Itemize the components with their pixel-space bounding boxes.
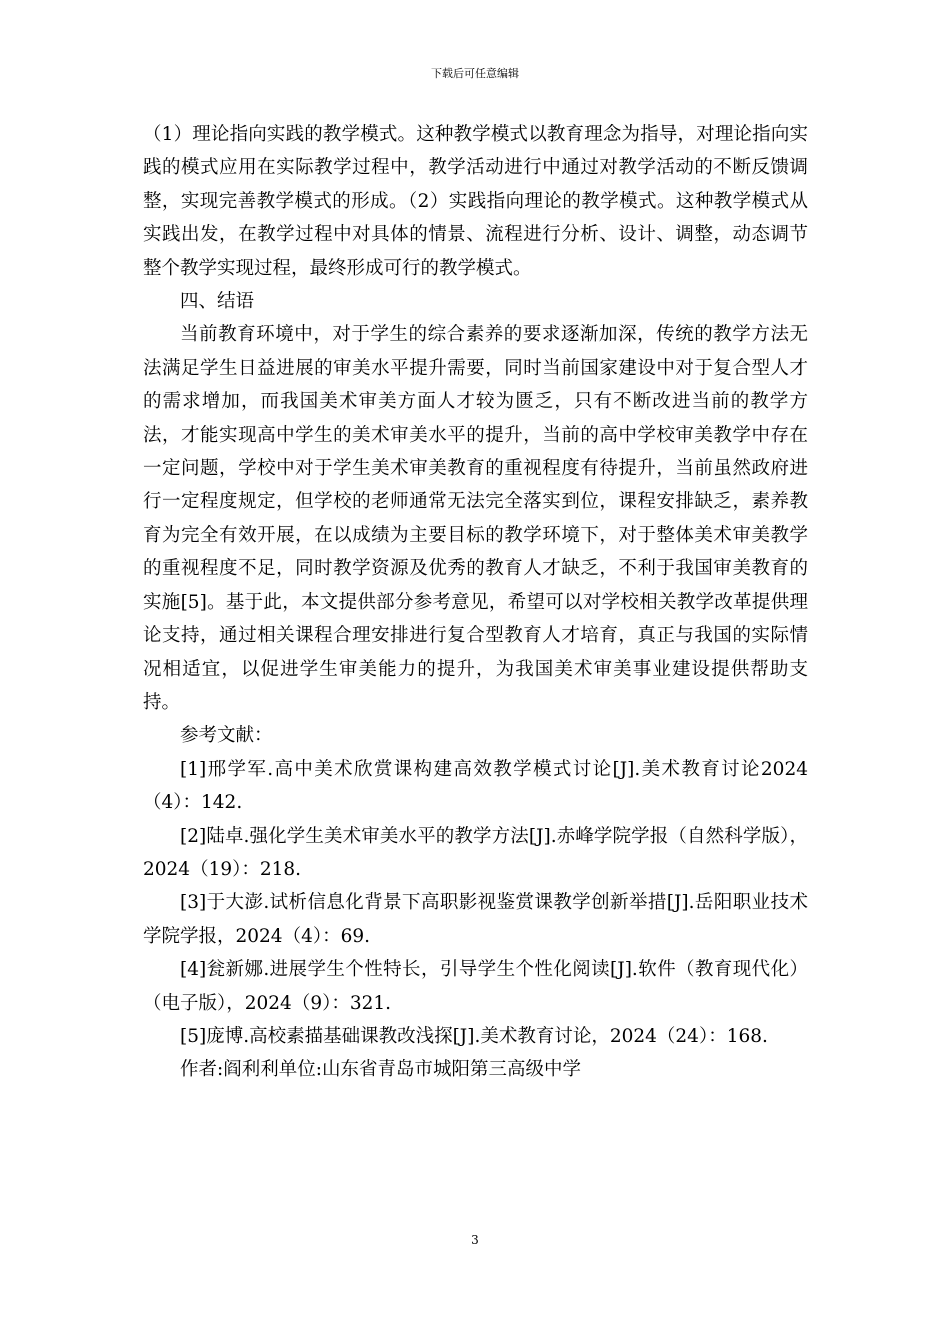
reference-item: [5]庞博.高校素描基础课教改浅探[J].美术教育讨论，2024（24）：168. [180, 1025, 768, 1047]
references-heading: 参考文献： [180, 725, 273, 747]
section-heading-conclusion: 四、结语 [180, 291, 255, 313]
paragraph-conclusion: 当前教育环境中，对于学生的综合素养的要求逐渐加深，传统的教学方法无法满足学生日益进展的审美水平提升需要，同时当前国家建设中对于复合型人才的需求增加，而我国美术审美方面人才较为匮乏，只有不断改进当前的教学方法，才能实现高中学生的美术审美水平的提升，当前的高中学校审美教学中存在一定问题，学校中对于学生美术审美教育的重视程度有待提升，当前虽然政府进行一定程度规定，但学校的老师通常无法完全落实到位，课程安排缺乏，素养教育为完全有效开展，在以成绩为主要目标的教学环境下，对于整体美术审美教学的重视程度不足，同时教学资源及优秀的教育人才缺乏，不利于我国审美教育的实施[5]。基于此，本文提供部分参考意见，希望可以对学校相关教学改革提供理论支持，通过相关课程合理安排进行复合型教育人才培育，真正与我国的实际情况相适宜，以促进学生审美能力的提升，为我国美术审美事业建设提供帮助支持。 [143, 324, 808, 713]
author-affiliation: 作者:阎利利单位:山东省青岛市城阳第三高级中学 [180, 1059, 581, 1081]
reference-item: [2]陆卓.强化学生美术审美水平的教学方法[J].赤峰学院学报（自然科学版），2024（19）：218. [143, 825, 808, 880]
page-header: 下载后可任意编辑 [431, 67, 519, 80]
document-body [143, 118, 808, 1087]
reference-item: [3]于大澎.试析信息化背景下高职影视鉴赏课教学创新举措[J].岳阳职业技术学院学报，2024（4）：69. [143, 892, 808, 947]
paragraph-teaching-modes: （1）理论指向实践的教学模式。这种教学模式以教育理念为指导，对理论指向实践的模式应用在实际教学过程中，教学活动进行中通过对教学活动的不断反馈调整，实现完善教学模式的形成。（2）实践指向理论的教学模式。这种教学模式从实践出发，在教学过程中对具体的情景、流程进行分析、设计、调整，动态调节整个教学实现过程，最终形成可行的教学模式。 [143, 124, 808, 279]
reference-item: [1]邢学军.高中美术欣赏课构建高效教学模式讨论[J].美术教育讨论2024（4）：142. [143, 758, 808, 814]
page-number: 3 [471, 1233, 479, 1247]
reference-item: [4]瓮新娜.进展学生个性特长，引导学生个性化阅读[J].软件（教育现代化）（电子版），2024（9）：321. [143, 959, 808, 1014]
